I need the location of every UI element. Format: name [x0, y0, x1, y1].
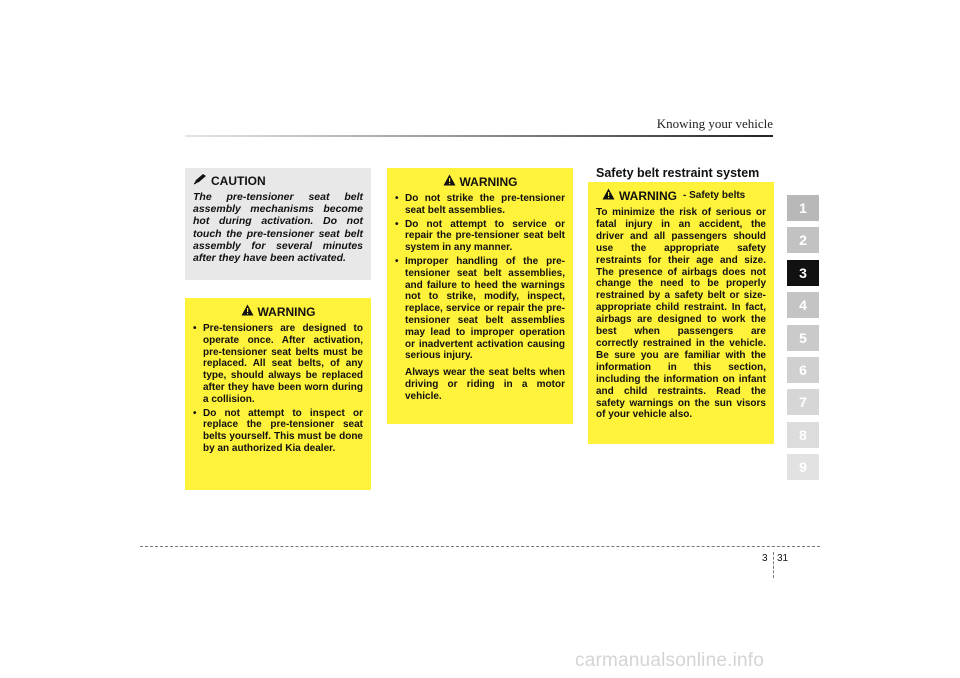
caution-title: CAUTION: [211, 173, 266, 188]
list-item: • Improper handling of the pre-tensioner seat belt assemblies, and failure to heed the warnings not to strike, modify, inspect, replace, service or repair the pre-tensioner seat belt assemblies may lead to improper operation or inadvertent activation causing serious injury.: [395, 256, 565, 362]
warning-box-pretensioner-handling: [387, 168, 573, 424]
warning-header: [395, 174, 565, 189]
header-title: Knowing your vehicle: [656, 116, 773, 131]
caution-header: [193, 173, 363, 188]
header-rule: [185, 135, 773, 137]
chapter-tab-3[interactable]: 3: [787, 260, 819, 286]
warning-extra-text: Always wear the seat belts when driving or riding in a motor vehicle.: [405, 367, 565, 402]
caution-box: [185, 168, 371, 280]
chapter-tab-2[interactable]: 2: [787, 227, 819, 253]
list-item: • Do not strike the pre-tensioner seat belt assemblies.: [395, 193, 565, 217]
chapter-tabs: [787, 195, 819, 487]
warning-title: WARNING: [619, 188, 677, 203]
footer-rule: [140, 546, 820, 547]
warning-box-safety-belts: [588, 182, 774, 444]
warning-list: [193, 323, 363, 455]
warning-list: [395, 193, 565, 362]
page-divider: [773, 552, 774, 578]
chapter-tab-5[interactable]: 5: [787, 325, 819, 351]
watermark: carmanualsonline.info: [575, 650, 765, 671]
list-item: • Pre-tensioners are designed to operate once. After activation, pre-tensioner seat belts must be replaced. All seat belts, of any type, should always be replaced after they have been worn during a collision.: [193, 323, 363, 406]
chapter-tab-1[interactable]: 1: [787, 195, 819, 221]
list-item: • Do not attempt to inspect or replace the pre-tensioner seat belts yourself. This must be done by an authorized Kia dealer.: [193, 408, 363, 455]
chapter-tab-8[interactable]: 8: [787, 422, 819, 448]
page-number: 31: [777, 553, 789, 564]
list-item: • Do not attempt to service or repair the pre-tensioner seat belt system in any manner.: [395, 219, 565, 254]
warning-triangle-icon: [602, 188, 615, 203]
warning-subtitle: - Safety belts: [683, 190, 746, 201]
chapter-tab-6[interactable]: 6: [787, 357, 819, 383]
warning-title: WARNING: [257, 304, 316, 319]
warning-header: [596, 188, 766, 203]
warning-box-pretensioner-replace: [185, 298, 371, 490]
caution-text: The pre-tensioner seat belt assembly mechanisms become hot during activation. Do not touch the pre-tensioner seat belt assembly for several minutes after they have been activated.: [193, 191, 363, 265]
warning-triangle-icon: [443, 174, 456, 189]
chapter-tab-4[interactable]: 4: [787, 292, 819, 318]
warning-header: [193, 304, 363, 319]
warning-triangle-icon: [241, 304, 254, 319]
chapter-tab-7[interactable]: 7: [787, 389, 819, 415]
warning-title: WARNING: [459, 174, 518, 189]
warning-text: To minimize the risk of serious or fatal injury in an accident, the driver and all passengers should use the appropriate safety restraints for their age and size. The presence of airbags does not change the need to be properly restrained by a safety belt or size-appropriate child restraint. In fact, airbags are designed to work the best when passengers are correctly restrained in the vehicle. Be sure you are familiar with the information in this section, including the information on infant and child restraints. Read the safety warnings on the sun visors of your vehicle also.: [596, 207, 766, 421]
chapter-tab-9[interactable]: 9: [787, 454, 819, 480]
section-title: Safety belt restraint system: [596, 166, 760, 180]
pencil-icon: [193, 173, 207, 188]
page-chapter: 3: [762, 553, 768, 564]
